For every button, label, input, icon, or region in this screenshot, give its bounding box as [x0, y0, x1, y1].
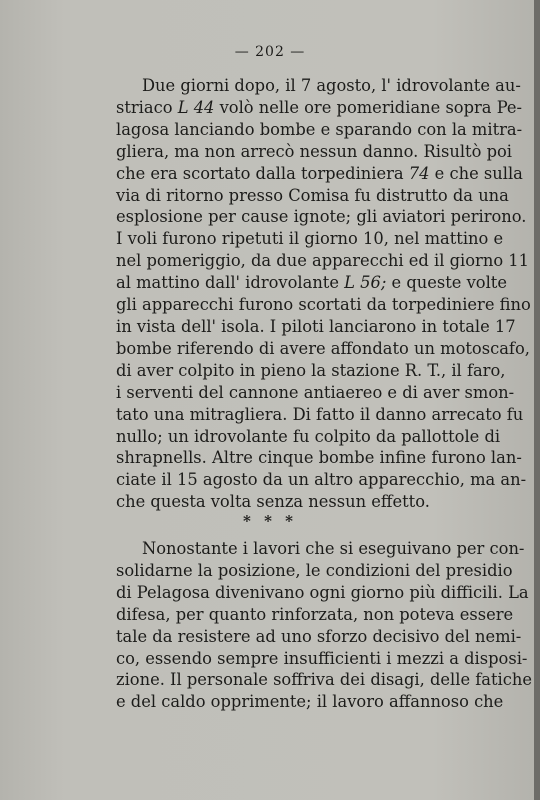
text-line: esplosione per cause ignote; gli aviatori perirono.	[116, 207, 527, 227]
text-line: Due giorni dopo, il 7 agosto, l' idrovolante au-	[142, 76, 521, 95]
text-line: di aver colpito in pieno la stazione R. T., il faro,	[116, 360, 506, 380]
text-line: zione. Il personale soffriva dei disagi, delle fatiche	[116, 670, 532, 690]
text-line: via di ritorno presso Comisa fu distrutto da una	[116, 185, 509, 205]
page-edge-shadow	[534, 0, 540, 800]
text-line: che questa volta senza nessun effetto.	[116, 492, 430, 512]
text-line: gliera, ma non arrecò nessun danno. Risultò poi	[116, 141, 512, 161]
text-line: e del caldo opprimente; il lavoro affannoso che	[116, 692, 504, 712]
text-line: al mattino dall' idrovolante L 56; e queste volte	[116, 273, 507, 293]
page-number: — 202 —	[234, 44, 306, 60]
text-line: che era scortato dalla torpediniera 74 e che sulla	[116, 163, 523, 183]
text-line: tato una mitragliera. Di fatto il danno arrecato fu	[116, 404, 524, 424]
text-line: ciate il 15 agosto da un altro apparecchio, ma an-	[116, 470, 527, 490]
text-line: striaco L 44 volò nelle ore pomeridiane sopra Pe-	[116, 97, 523, 117]
text-line: difesa, per quanto rinforzata, non poteva essere	[116, 604, 514, 624]
section-separator: * * *	[243, 512, 297, 530]
text-line: lagosa lanciando bombe e sparando con la mitra-	[116, 119, 523, 139]
text-line: in vista dell' isola. I piloti lanciarono in totale 17	[116, 316, 516, 336]
text-line: i serventi del cannone antiaereo e di aver smon-	[116, 382, 515, 402]
text-line: tale da resistere ad uno sforzo decisivo del nemi-	[116, 626, 522, 646]
text-line: nel pomeriggio, da due apparecchi ed il giorno 11	[116, 251, 530, 271]
text-line: gli apparecchi furono scortati da torpediniere fino	[116, 295, 531, 315]
paragraph-1	[116, 75, 531, 513]
text-line: Nonostante i lavori che si eseguivano per con-	[142, 539, 525, 558]
text-line: bombe riferendo di avere affondato un motoscafo,	[116, 338, 530, 358]
text-line: solidarne la posizione, le condizioni del presidio	[116, 560, 513, 580]
text-line: nullo; un idrovolante fu colpito da pallottole di	[116, 426, 501, 446]
text-line: shrapnells. Altre cinque bombe infine furono lan-	[116, 448, 522, 468]
text-line: co, essendo sempre insufficienti i mezzi a disposi-	[116, 648, 528, 668]
paragraph-2	[116, 538, 532, 713]
text-line: I voli furono ripetuti il giorno 10, nel mattino e	[116, 229, 504, 249]
text-line: di Pelagosa divenivano ogni giorno più difficili. La	[116, 582, 529, 602]
